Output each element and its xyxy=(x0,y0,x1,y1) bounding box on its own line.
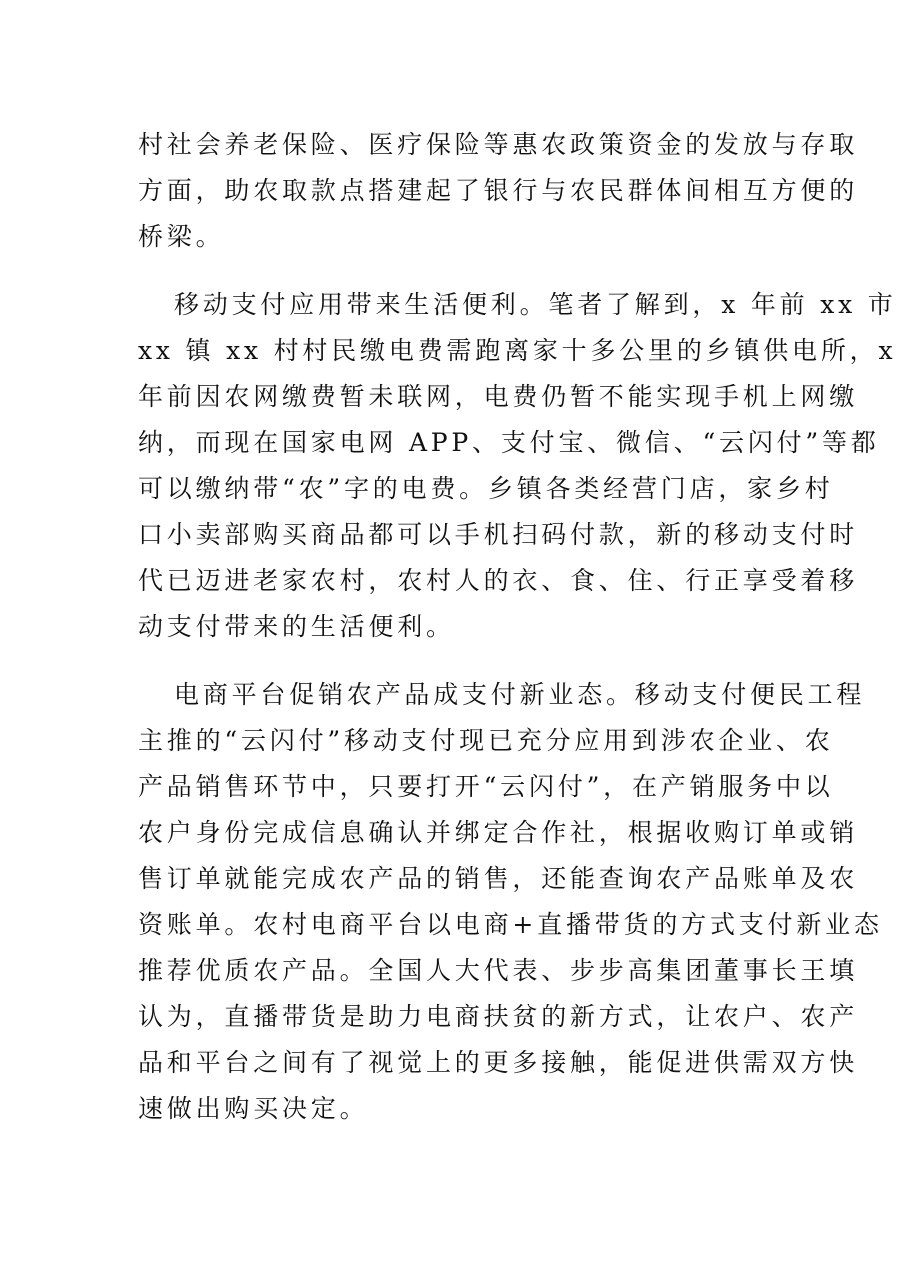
paragraph-1 xyxy=(138,122,859,260)
paragraph-spacer xyxy=(138,260,774,282)
paragraph-3 xyxy=(138,672,883,1132)
text-line: 纳，而现在国家电网 APP、支付宝、微信、“云闪付”等都 xyxy=(138,428,880,457)
text-line: 村社会养老保险、医疗保险等惠农政策资金的发放与存取 xyxy=(138,130,859,159)
text-line: 移动支付应用带来生活便利。笔者了解到，x 年前 xx 市 xyxy=(174,290,897,319)
text-line: 资账单。农村电商平台以电商+直播带货的方式支付新业态 xyxy=(138,910,883,939)
text-line: 主推的“云闪付”移动支付现已充分应用到涉农企业、农 xyxy=(138,726,834,755)
body-text xyxy=(138,122,897,1132)
text-line: 认为，直播带货是助力电商扶贫的新方式，让农户、农产 xyxy=(138,1002,859,1031)
text-line: 电商平台促销农产品成支付新业态。移动支付便民工程 xyxy=(174,680,866,709)
text-line: 推荐优质农产品。全国人大代表、步步高集团董事长王填 xyxy=(138,956,859,985)
text-line: 速做出购买决定。 xyxy=(138,1094,369,1123)
paragraph-spacer xyxy=(138,650,774,672)
text-line: 可以缴纳带“农”字的电费。乡镇各类经营门店，家乡村 xyxy=(138,474,834,503)
text-line: xx 镇 xx 村村民缴电费需跑离家十多公里的乡镇供电所，x xyxy=(138,336,897,365)
text-line: 农户身份完成信息确认并绑定合作社，根据收购订单或销 xyxy=(138,818,859,847)
text-line: 方面，助农取款点搭建起了银行与农民群体间相互方便的 xyxy=(138,176,859,205)
text-line: 桥梁。 xyxy=(138,222,225,251)
text-line: 代已迈进老家农村，农村人的衣、食、住、行正享受着移 xyxy=(138,566,859,595)
paragraph-2 xyxy=(138,282,897,650)
text-line: 品和平台之间有了视觉上的更多接触，能促进供需双方快 xyxy=(138,1048,859,1077)
text-line: 口小卖部购买商品都可以手机扫码付款，新的移动支付时 xyxy=(138,520,859,549)
text-line: 动支付带来的生活便利。 xyxy=(138,612,455,641)
text-line: 产品销售环节中，只要打开“云闪付”，在产销服务中以 xyxy=(138,772,834,801)
text-line: 售订单就能完成农产品的销售，还能查询农产品账单及农 xyxy=(138,864,859,893)
text-line: 年前因农网缴费暂未联网，电费仍暂不能实现手机上网缴 xyxy=(138,382,859,411)
